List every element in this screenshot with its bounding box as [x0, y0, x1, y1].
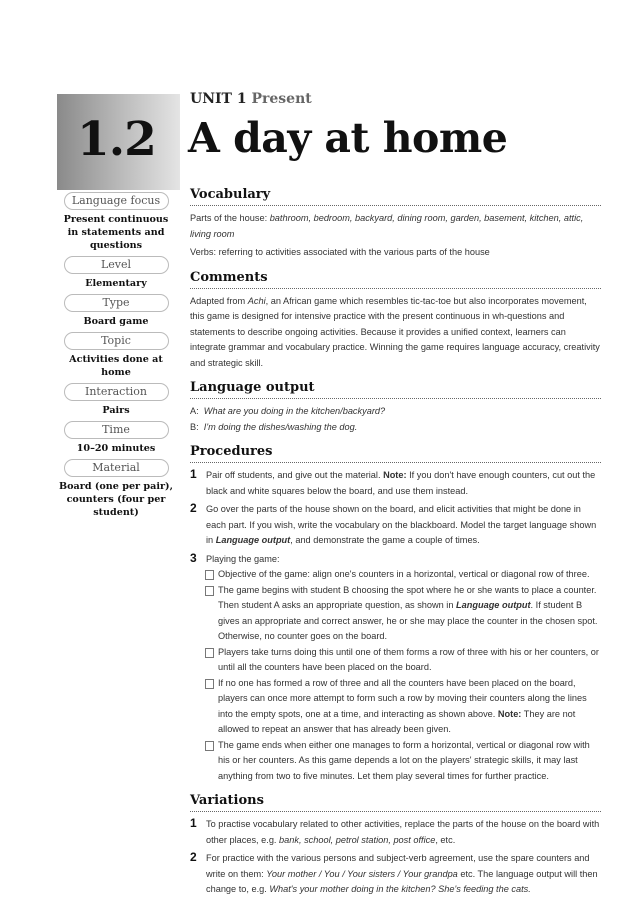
sidebar-label-topic: Topic — [64, 332, 169, 350]
sidebar-label-type: Type — [64, 294, 169, 312]
variations-heading: Variations — [190, 793, 601, 812]
activity-info-sidebar — [57, 192, 175, 523]
sidebar-label-material: Material — [64, 459, 169, 477]
comments-heading: Comments — [190, 270, 601, 289]
sidebar-label-level: Level — [64, 256, 169, 274]
procedure-bullet: Objective of the game: align one's counters in a horizontal, vertical or diagonal row of three. — [190, 567, 601, 583]
bullet-box-icon — [205, 679, 214, 689]
variation-2: 2 For practice with the various persons and subject-verb agreement, use the spare counters and write on them: Your mother / You / Your sisters / Your grandpa etc. The language output will then change to, e.g. What's your mother doing in the kitchen? She's feeding the cats. — [190, 850, 598, 894]
variations-section — [190, 793, 601, 898]
sidebar-value-interaction: Pairs — [102, 405, 130, 416]
sidebar-value-topic: Activities done at home — [69, 354, 163, 378]
procedure-step-3: 3 Playing the game: — [190, 550, 280, 565]
bullet-box-icon — [205, 648, 214, 658]
sidebar-label-language-focus: Language focus — [64, 192, 169, 210]
bullet-box-icon — [205, 570, 214, 580]
language-output-a: A: What are you doing in the kitchen/backyard? — [190, 406, 386, 416]
bullet-box-icon — [205, 586, 214, 596]
vocabulary-verbs: Verbs: referring to activities associated with the various parts of the house — [190, 247, 490, 257]
vocabulary-house: Parts of the house: bathroom, bedroom, backyard, dining room, garden, basement, kitchen, attic, living room — [190, 213, 584, 239]
sidebar-value-language-focus: Present continuous in statements and questions — [63, 214, 169, 251]
procedure-bullet: The game begins with student B choosing the spot where he or she wants to place a counter. Then student A asks an appropriate question, as shown in Language output. If student B gives an appropriate and correct answer, he or she may place the counter in the chosen spot. Otherwise, no counter goes on the board. — [190, 583, 601, 645]
sidebar-value-type: Board game — [83, 316, 149, 327]
sidebar-label-time: Time — [64, 421, 169, 439]
procedures-section — [190, 444, 601, 784]
activity-number: 1.2 — [77, 112, 156, 167]
page-title: A day at home — [188, 114, 508, 162]
procedure-step-2: 2 Go over the parts of the house shown on the board, and elicit activities that might be done in each part. If you wish, write the vocabulary on the blackboard. Model the target language shown in Language output, and demonstrate the game a couple of times. — [190, 501, 597, 545]
language-output-b: B: I'm doing the dishes/washing the dog. — [190, 421, 358, 432]
sidebar-value-material: Board (one per pair), counters (four per student) — [59, 481, 173, 518]
vocabulary-heading: Vocabulary — [190, 187, 601, 206]
bullet-box-icon — [205, 741, 214, 751]
unit-badge — [57, 94, 180, 190]
sidebar-value-level: Elementary — [85, 278, 147, 289]
sidebar-value-time: 10–20 minutes — [76, 443, 156, 454]
variation-1: 1 To practise vocabulary related to other activities, replace the parts of the house on the board with other places, e.g. bank, school, petrol station, post office, etc. — [190, 816, 600, 845]
unit-heading: UNIT 1 Present — [190, 91, 312, 107]
procedure-bullet: The game ends when either one manages to form a horizontal, vertical or diagonal row with his or her counters. As this game depends a lot on the players' strategic skills, it may last anything from two to five minutes. Let them play several times for further practice. — [190, 738, 601, 785]
comments-text: Adapted from Achi, an African game which resembles tic-tac-toe but also incorporates movement, this game is designed for intensive practice with the present continuous in wh-questions and statements to describe ongoing activities. Because it provides a unified context, learners can integrate grammar and vocabulary practice. Winning the game requires language accuracy, creativity and strategic skill. — [190, 295, 600, 368]
comments-section — [190, 270, 601, 372]
procedure-step-1: 1 Pair off students, and give out the material. Note: If you don't have enough counters, cut out the black and white squares below the board, and use them instead. — [190, 467, 596, 496]
procedure-bullet: If no one has formed a row of three and all the counters have been placed on the board, players can once more attempt to form such a row by moving their counters along the lines into the empty spots, one at a time, and interacting as shown above. Note: They are not allowed to repeat an answer that has already been given. — [190, 676, 601, 738]
procedure-bullet: Players take turns doing this until one of them forms a row of three with his or her counters, or until all the counters have been placed on the board. — [190, 645, 601, 676]
procedures-heading: Procedures — [190, 444, 601, 463]
language-output-heading: Language output — [190, 380, 601, 399]
main-content — [190, 187, 601, 907]
vocabulary-section — [190, 187, 601, 261]
sidebar-label-interaction: Interaction — [64, 383, 169, 401]
language-output-section — [190, 380, 601, 435]
